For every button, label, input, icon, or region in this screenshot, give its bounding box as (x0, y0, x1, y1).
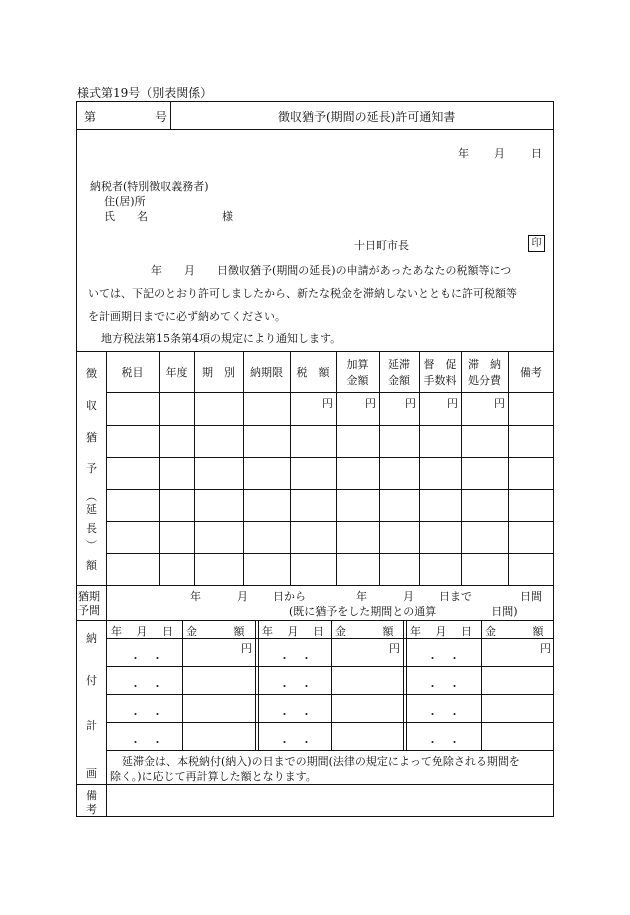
plan-row-line (106, 722, 554, 723)
plan-bottom (76, 784, 554, 785)
header-period: 期 別 (202, 366, 235, 379)
plan-col-line (182, 620, 183, 750)
header-number-divider (170, 101, 171, 129)
date-day: 日 (531, 147, 542, 160)
amount-header-bottom (106, 392, 554, 393)
address-label: 住(居)所 (104, 195, 146, 208)
amount-col-line (243, 351, 244, 585)
header-tax-amount: 税 額 (296, 366, 330, 379)
legal-basis: 地方税法第15条第4項の規定により通知します。 (101, 332, 342, 345)
plan-col-line (331, 620, 332, 750)
header-demand-fee-2: 手数料 (423, 374, 457, 387)
remarks-label-top: 備 (86, 789, 97, 802)
plan-side-label-char: 画 (86, 767, 97, 780)
plan-row-line (106, 666, 554, 667)
remarks-label-bottom: 考 (86, 803, 97, 816)
plan-date-placeholder: ・ ・ (130, 708, 163, 721)
plan-date-header: 年 月 日 (262, 625, 324, 638)
period-bottom (76, 620, 554, 621)
plan-col-line (481, 620, 482, 750)
plan-label-divider (106, 620, 107, 784)
issuer-name: 十日町市長 (354, 239, 409, 252)
plan-date-header: 年 月 日 (111, 625, 173, 638)
plan-row-line (106, 750, 554, 751)
taxpayer-label: 納税者(特別徴収義務者) (90, 180, 209, 193)
plan-date-placeholder: ・ ・ (427, 652, 460, 665)
side-label-char: 延 (86, 503, 97, 516)
period-from-year: 年 (190, 590, 201, 603)
header-divider (76, 129, 554, 130)
period-to-day: 日まで (439, 590, 472, 603)
header-remarks: 備考 (520, 366, 542, 379)
remarks-label-divider (106, 784, 107, 817)
plan-row-line (106, 694, 554, 695)
side-label-char: 長 (86, 522, 97, 535)
plan-date-placeholder: ・ ・ (427, 708, 460, 721)
plan-side-label-char: 計 (86, 719, 97, 732)
plan-date-placeholder: ・ ・ (130, 680, 163, 693)
amount-col-line (290, 351, 291, 585)
plan-col-line (403, 620, 404, 750)
period-label-divider (106, 585, 107, 620)
plan-date-placeholder: ・ ・ (427, 736, 460, 749)
plan-date-header: 年 月 日 (410, 625, 472, 638)
amount-col-line (194, 351, 195, 585)
period-from-day: 日から (273, 590, 306, 603)
side-label-char: 猶 (86, 431, 97, 444)
header-addition-2: 金額 (346, 374, 369, 387)
plan-side-label-char: 納 (86, 632, 97, 645)
date-month: 月 (494, 147, 505, 160)
name-label: 氏 名 (104, 210, 148, 223)
plan-col-line (255, 620, 256, 750)
header-delinquency-1: 延滞 (388, 358, 410, 371)
plan-date-placeholder: ・ ・ (279, 736, 312, 749)
form-label: 様式第19号（別表関係） (77, 86, 213, 100)
plan-amount-header: 金 額 (485, 625, 544, 638)
body-line-2: いては、下記のとおり許可しましたから、新たな税金を滞納しないとともに許可税額等 (88, 287, 517, 300)
yen-unit: 円 (322, 397, 333, 410)
plan-side-label-char: 付 (86, 674, 97, 687)
yen-unit: 円 (494, 397, 505, 410)
header-delinquency-2: 金額 (388, 374, 410, 387)
amount-table-top (76, 351, 554, 352)
seal-mark: 印 (528, 235, 545, 252)
honorific: 様 (222, 210, 233, 223)
header-tax-item: 税目 (121, 366, 144, 379)
header-addition-1: 加算 (346, 358, 369, 371)
number-suffix: 号 (155, 110, 168, 124)
period-cumulative: (既に猶予をした期間との通算 日間) (289, 605, 518, 618)
amount-col-line (508, 351, 509, 585)
amount-row-line (106, 457, 554, 458)
side-label-char: 額 (86, 559, 97, 572)
header-fiscal-year: 年度 (165, 366, 188, 379)
side-label-char: 収 (86, 399, 97, 412)
header-disposition-fee-2: 処分費 (468, 374, 501, 387)
header-disposition-fee-1: 滞 納 (468, 358, 501, 371)
side-label-char: 予 (86, 462, 97, 475)
plan-note-line-1: 延滞金は、本税納付(納入)の日までの期間(法律の規定によって免除される期間を (122, 755, 520, 768)
period-from-month: 月 (237, 590, 248, 603)
side-label-char: ︶ (86, 539, 97, 552)
side-label-char: 徴 (86, 367, 97, 380)
amount-col-line (106, 351, 107, 585)
header-demand-fee-1: 督 促 (423, 358, 457, 371)
amount-row-line (106, 521, 554, 522)
plan-yen-unit: 円 (540, 642, 551, 655)
body-line-1: 年 月 日徴収猶予(期間の延長)の申請があったあなたの税額等につ (151, 264, 512, 277)
plan-amount-header: 金 額 (335, 625, 394, 638)
period-to-month: 月 (403, 590, 414, 603)
plan-date-placeholder: ・ ・ (279, 680, 312, 693)
plan-date-placeholder: ・ ・ (130, 736, 163, 749)
date-year: 年 (458, 147, 469, 160)
document-title: 徴収猶予(期間の延長)許可通知書 (278, 110, 456, 124)
amount-row-line (106, 425, 554, 426)
plan-date-placeholder: ・ ・ (279, 652, 312, 665)
yen-unit: 円 (447, 397, 458, 410)
plan-date-placeholder: ・ ・ (427, 680, 460, 693)
plan-date-placeholder: ・ ・ (130, 652, 163, 665)
number-prefix: 第 (84, 110, 97, 124)
period-to-year: 年 (356, 590, 367, 603)
plan-note-line-2: 除く。)に応じて再計算した額となります。 (110, 770, 317, 783)
plan-col-line (406, 620, 407, 750)
yen-unit: 円 (365, 397, 376, 410)
period-label-top: 猶期 (78, 590, 100, 603)
period-label-bottom: 予間 (78, 604, 100, 617)
yen-unit: 円 (405, 397, 416, 410)
body-line-3: を計画期日までに必ず納めてください。 (88, 310, 286, 323)
plan-amount-header: 金 額 (186, 625, 245, 638)
plan-date-placeholder: ・ ・ (279, 708, 312, 721)
amount-row-line (106, 553, 554, 554)
header-due-date: 納期限 (250, 366, 283, 379)
side-label-char: ︵ (86, 490, 97, 503)
amount-col-line (159, 351, 160, 585)
plan-yen-unit: 円 (389, 642, 400, 655)
amount-row-line (106, 489, 554, 490)
amount-table-bottom (76, 585, 554, 586)
period-days: 日間 (520, 590, 542, 603)
plan-yen-unit: 円 (241, 642, 252, 655)
plan-col-line (258, 620, 259, 750)
